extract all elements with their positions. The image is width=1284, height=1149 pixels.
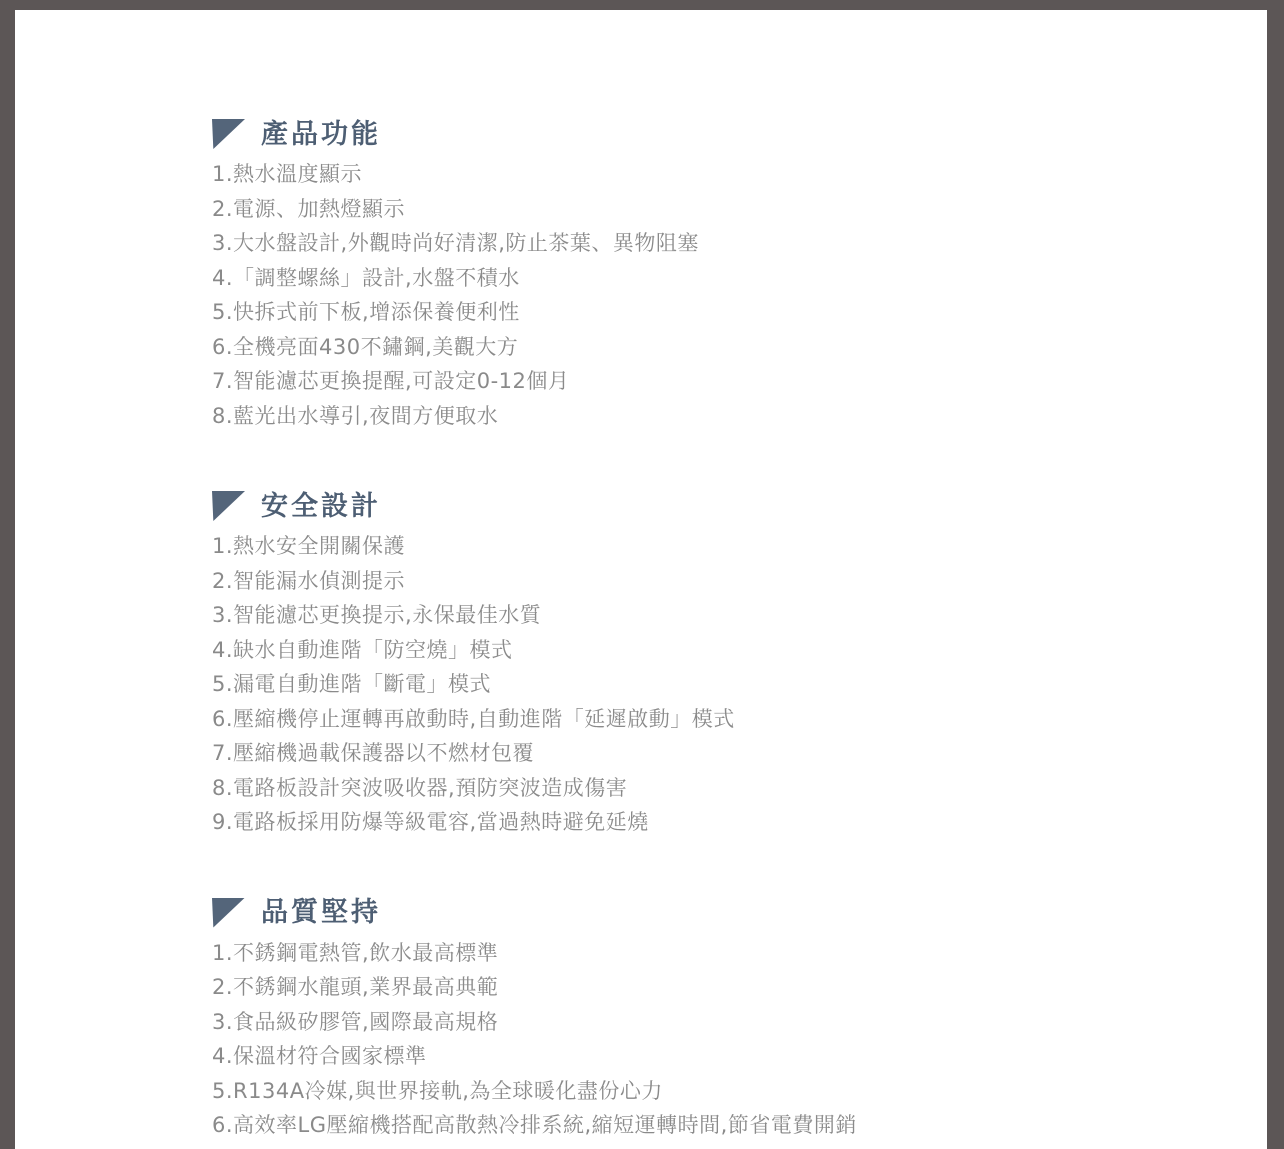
feature-section [212,897,1247,1143]
section-title: 品質堅持 [261,897,381,928]
section-header [212,118,1247,150]
list-item: 6.高效率LG壓縮機搭配高散熱冷排系統,縮短運轉時間,節省電費開銷 [212,1113,857,1137]
list-item: 9.電路板採用防爆等級電容,當過熱時避免延燒 [212,810,649,834]
document-page [15,10,1267,1149]
list-item: 4.「調整螺絲」設計,水盤不積水 [212,265,520,290]
feature-section [212,118,1247,433]
section-list [212,936,1247,1143]
flag-triangle-icon [212,119,245,149]
section-title: 安全設計 [261,490,381,522]
list-item: 3.食品級矽膠管,國際最高規格 [212,1009,499,1034]
section-title: 產品功能 [261,118,381,150]
content-area [15,10,1267,1143]
list-item: 4.缺水自動進階「防空燒」模式 [212,637,513,662]
list-item: 5.漏電自動進階「斷電」模式 [212,672,492,696]
list-item: 8.電路板設計突波吸收器,預防突波造成傷害 [212,775,628,800]
list-item: 1.熱水溫度顯示 [212,162,363,186]
list-item: 3.大水盤設計,外觀時尚好清潔,防止茶葉、異物阻塞 [212,231,699,255]
list-item: 1.不銹鋼電熱管,飲水最高標準 [212,940,499,965]
list-item: 5.R134A冷媒,與世界接軌,為全球暖化盡份心力 [212,1078,663,1103]
list-item: 2.智能漏水偵測提示 [212,568,406,593]
list-item: 8.藍光出水導引,夜間方便取水 [212,403,499,428]
list-item: 6.壓縮機停止運轉再啟動時,自動進階「延遲啟動」模式 [212,706,735,731]
list-item: 2.電源、加熱燈顯示 [212,196,406,221]
section-header [212,897,1247,929]
section-list [212,529,1247,840]
flag-triangle-icon [212,491,245,521]
list-item: 2.不銹鋼水龍頭,業界最高典範 [212,975,499,999]
flag-triangle-icon [212,898,245,928]
list-item: 6.全機亮面430不鏽鋼,美觀大方 [212,334,519,359]
list-item: 4.保溫材符合國家標準 [212,1044,427,1068]
list-item: 1.熱水安全開關保護 [212,534,406,558]
list-item: 3.智能濾芯更換提示,永保最佳水質 [212,603,542,627]
section-header [212,490,1247,522]
section-list [212,157,1247,433]
feature-section [212,490,1247,840]
list-item: 7.智能濾芯更換提醒,可設定0-12個月 [212,369,570,393]
list-item: 7.壓縮機過載保護器以不燃材包覆 [212,741,535,765]
list-item: 5.快拆式前下板,增添保養便利性 [212,300,520,324]
